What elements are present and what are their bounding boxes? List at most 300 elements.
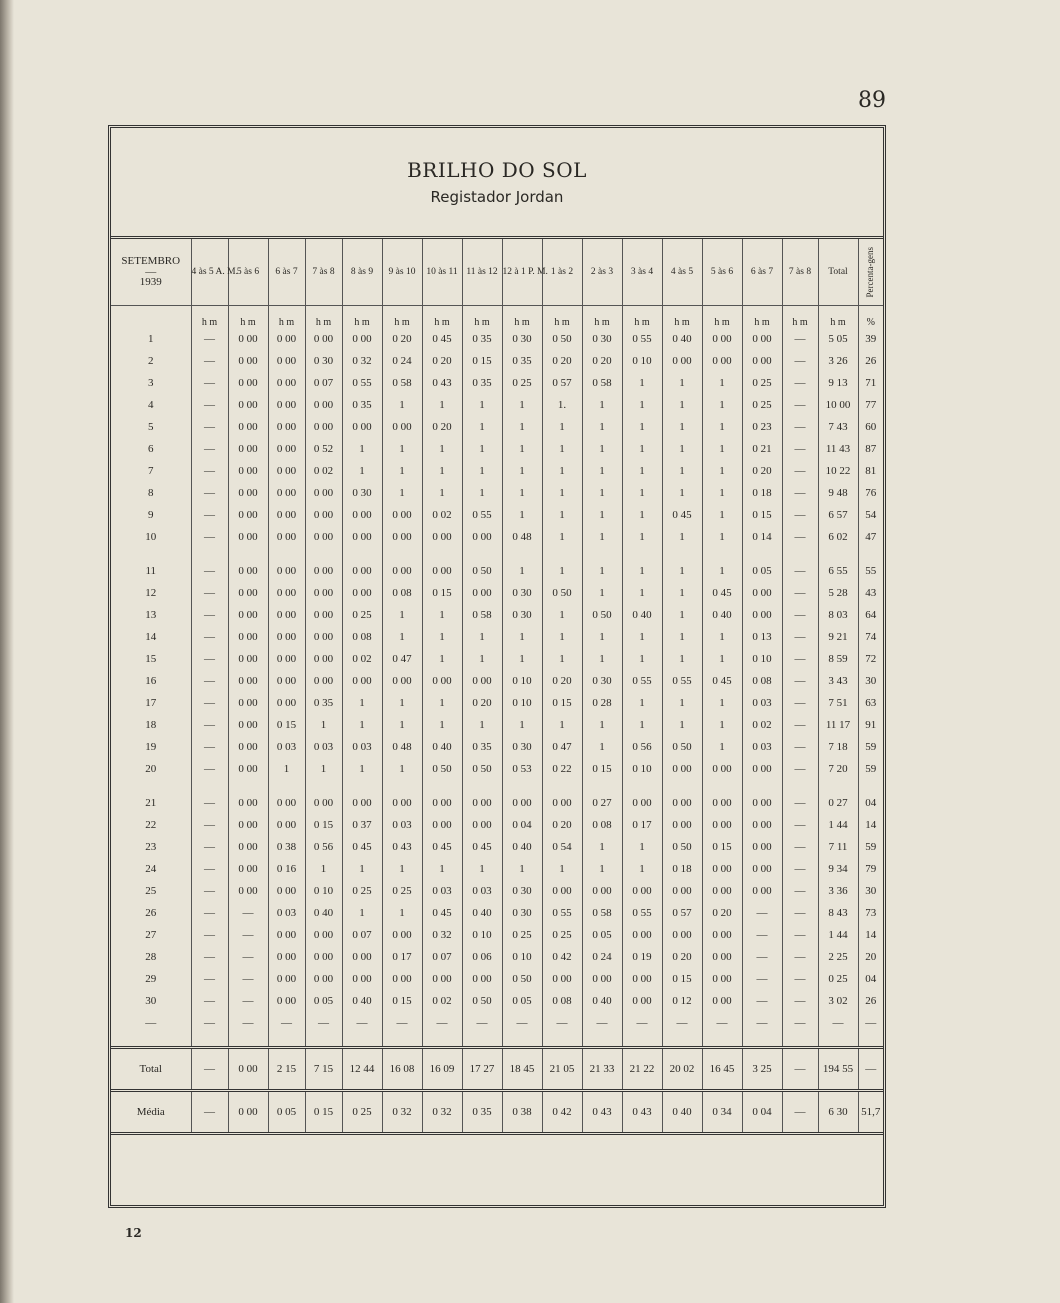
- table-cell: 0 00: [462, 526, 502, 548]
- table-cell: 1: [502, 714, 542, 736]
- table-row: [111, 758, 883, 780]
- table-cell: 0 00: [542, 880, 582, 902]
- table-cell: —: [742, 924, 782, 946]
- table-cell: 0 00: [305, 560, 342, 582]
- table-cell: 6 30: [818, 1091, 858, 1134]
- spacer-cell: [462, 548, 502, 560]
- table-cell: 0 00: [462, 814, 502, 836]
- table-cell: —: [191, 758, 228, 780]
- table-cell: 1: [462, 714, 502, 736]
- table-cell: 21 33: [582, 1048, 622, 1091]
- table-row: [111, 460, 883, 482]
- table-cell: —: [191, 1048, 228, 1091]
- table-cell: 0 00: [228, 626, 268, 648]
- table-cell: 0 00: [462, 968, 502, 990]
- table-cell: 0 00: [305, 416, 342, 438]
- table-cell: 1: [622, 626, 662, 648]
- table-cell: 0 15: [268, 714, 305, 736]
- table-cell: 0 00: [228, 416, 268, 438]
- column-header: 6 às 7: [742, 239, 782, 306]
- table-cell: 59: [858, 836, 883, 858]
- spacer-cell: [818, 1034, 858, 1048]
- table-cell: 0 43: [582, 1091, 622, 1134]
- spacer-cell: [382, 548, 422, 560]
- table-cell: —: [782, 758, 818, 780]
- table-cell: 1: [662, 460, 702, 482]
- table-cell: h m: [622, 306, 662, 329]
- table-cell: 0 00: [382, 968, 422, 990]
- table-row: [111, 394, 883, 416]
- table-cell: 0 10: [305, 880, 342, 902]
- spacer-cell: [782, 548, 818, 560]
- spacer-cell: [342, 548, 382, 560]
- spacer-cell: [191, 780, 228, 792]
- table-cell: 1: [342, 714, 382, 736]
- column-header: 10 às 11: [422, 239, 462, 306]
- table-cell: 1: [702, 692, 742, 714]
- table-cell: 0 00: [268, 328, 305, 350]
- table-cell: 0 00: [342, 328, 382, 350]
- table-cell: h m: [382, 306, 422, 329]
- table-cell: 87: [858, 438, 883, 460]
- table-cell: 0 52: [305, 438, 342, 460]
- table-cell: 0 32: [422, 1091, 462, 1134]
- table-cell: 1: [542, 438, 582, 460]
- row-label: 9: [148, 509, 154, 521]
- row-label: 2: [148, 355, 154, 367]
- table-cell: —: [228, 968, 268, 990]
- row-label: Média: [111, 1091, 191, 1134]
- table-cell: —: [502, 1012, 542, 1034]
- table-cell: 0 05: [268, 1091, 305, 1134]
- table-cell: 0 00: [268, 946, 305, 968]
- table-cell: —: [782, 736, 818, 758]
- table-cell: h m: [662, 306, 702, 329]
- table-cell: 0 08: [382, 582, 422, 604]
- table-cell: 0 00: [268, 460, 305, 482]
- book-binding-edge: [0, 0, 14, 1303]
- table-cell: 0 00: [228, 394, 268, 416]
- table-cell: 0 00: [228, 792, 268, 814]
- table-cell: 9 48: [818, 482, 858, 504]
- spacer-row: [111, 780, 883, 792]
- table-cell: 1: [622, 394, 662, 416]
- table-cell: —: [191, 946, 228, 968]
- table-cell: —: [782, 460, 818, 482]
- table-cell: 0 55: [662, 670, 702, 692]
- table-cell: 54: [858, 504, 883, 526]
- table-cell: 0 30: [582, 328, 622, 350]
- spacer-cell: [268, 548, 305, 560]
- table-cell: 1: [702, 626, 742, 648]
- table-cell: 0 40: [305, 902, 342, 924]
- table-cell: 0 45: [422, 328, 462, 350]
- table-cell: —: [228, 990, 268, 1012]
- table-cell: 0 00: [342, 946, 382, 968]
- table-cell: 0 00: [742, 814, 782, 836]
- table-cell: 1: [702, 460, 742, 482]
- table-cell: 0 03: [268, 902, 305, 924]
- table-cell: 0 00: [582, 968, 622, 990]
- table-cell: h m: [462, 306, 502, 329]
- table-cell: 0 00: [382, 670, 422, 692]
- table-cell: 0 20: [382, 328, 422, 350]
- table-cell: 1: [622, 504, 662, 526]
- table-row: [111, 526, 883, 548]
- spacer-cell: [662, 1034, 702, 1048]
- table-row: [111, 858, 883, 880]
- dash-row: [111, 1012, 883, 1034]
- table-cell: 0 25: [382, 880, 422, 902]
- column-header: 5 às 6: [228, 239, 268, 306]
- table-cell: 1: [305, 758, 342, 780]
- table-cell: 0 30: [502, 880, 542, 902]
- table-cell: 0 42: [542, 946, 582, 968]
- spacer-cell: [305, 548, 342, 560]
- row-label: 17: [145, 697, 157, 709]
- table-cell: 0 32: [422, 924, 462, 946]
- row-label: 19: [145, 741, 157, 753]
- table-cell: 0 00: [268, 504, 305, 526]
- table-cell: 0 00: [228, 714, 268, 736]
- spacer-cell: [542, 548, 582, 560]
- row-label: 29: [145, 973, 157, 985]
- table-row: [111, 648, 883, 670]
- table-cell: 0 03: [742, 692, 782, 714]
- table-cell: 1: [662, 438, 702, 460]
- column-header: 3 às 4: [622, 239, 662, 306]
- column-header: Total: [818, 239, 858, 306]
- footer-page-number: 12: [125, 1226, 142, 1240]
- table-cell: 1: [582, 482, 622, 504]
- table-cell: 0 00: [228, 604, 268, 626]
- spacer-cell: [422, 780, 462, 792]
- table-cell: 0 50: [462, 560, 502, 582]
- table-cell: 1: [582, 836, 622, 858]
- row-label: 15: [145, 653, 157, 665]
- table-cell: 0 45: [702, 670, 742, 692]
- table-cell: 0 00: [462, 582, 502, 604]
- table-cell: 0 55: [622, 902, 662, 924]
- table-cell: 63: [858, 692, 883, 714]
- table-cell: —: [782, 648, 818, 670]
- column-header: 7 às 8: [782, 239, 818, 306]
- spacer-cell: [542, 1034, 582, 1048]
- table-cell: 1: [622, 460, 662, 482]
- table-cell: —: [818, 1012, 858, 1034]
- row-label: 5: [148, 421, 154, 433]
- spacer-cell: [502, 780, 542, 792]
- spacer-cell: [858, 1034, 883, 1048]
- table-cell: 0 00: [622, 990, 662, 1012]
- table-cell: 0 20: [742, 460, 782, 482]
- spacer-cell: [622, 780, 662, 792]
- table-cell: 0 00: [268, 626, 305, 648]
- table-cell: —: [782, 526, 818, 548]
- table-cell: 0 17: [622, 814, 662, 836]
- table-cell: 0 15: [702, 836, 742, 858]
- table-row: [111, 604, 883, 626]
- table-cell: 0 50: [542, 582, 582, 604]
- table-cell: 1: [542, 526, 582, 548]
- table-cell: —: [782, 836, 818, 858]
- table-cell: 0 25: [342, 604, 382, 626]
- table-cell: —: [191, 814, 228, 836]
- table-cell: 9 34: [818, 858, 858, 880]
- table-cell: 1: [702, 648, 742, 670]
- table-cell: —: [191, 736, 228, 758]
- table-cell: —: [191, 582, 228, 604]
- table-cell: 1: [268, 758, 305, 780]
- table-cell: —: [782, 858, 818, 880]
- table-cell: 0 15: [582, 758, 622, 780]
- table-cell: 0 35: [462, 1091, 502, 1134]
- table-cell: 1: [542, 416, 582, 438]
- table-cell: —: [782, 968, 818, 990]
- table-cell: 1: [542, 482, 582, 504]
- table-cell: 1: [542, 626, 582, 648]
- table-cell: 0 45: [342, 836, 382, 858]
- page-subtitle: Registador Jordan: [430, 188, 564, 206]
- table-cell: 0 38: [502, 1091, 542, 1134]
- table-cell: 1: [422, 858, 462, 880]
- table-cell: —: [191, 460, 228, 482]
- table-cell: 1: [662, 416, 702, 438]
- column-header: Percenta-gens: [858, 239, 883, 306]
- column-header: 4 às 5: [662, 239, 702, 306]
- table-cell: 1: [662, 648, 702, 670]
- table-cell: 1: [662, 560, 702, 582]
- table-cell: —: [782, 394, 818, 416]
- table-cell: 1: [502, 648, 542, 670]
- spacer-cell: [305, 1034, 342, 1048]
- table-cell: 0 54: [542, 836, 582, 858]
- table-cell: 0 14: [742, 526, 782, 548]
- table-cell: 0 50: [662, 736, 702, 758]
- table-cell: 0 00: [268, 880, 305, 902]
- table-cell: —: [782, 416, 818, 438]
- table-cell: —: [191, 880, 228, 902]
- table-cell: 1: [702, 736, 742, 758]
- table-cell: 0 00: [268, 604, 305, 626]
- table-row: [111, 902, 883, 924]
- table-cell: 0 00: [268, 990, 305, 1012]
- table-row: [111, 482, 883, 504]
- table-cell: 74: [858, 626, 883, 648]
- table-row: [111, 736, 883, 758]
- table-cell: 1: [422, 394, 462, 416]
- table-cell: 1: [462, 648, 502, 670]
- table-cell: 0 00: [268, 968, 305, 990]
- table-cell: 0 45: [662, 504, 702, 526]
- table-row: [111, 582, 883, 604]
- table-cell: —: [342, 1012, 382, 1034]
- table-row: [111, 814, 883, 836]
- table-row: [111, 990, 883, 1012]
- table-cell: 0 20: [462, 692, 502, 714]
- spacer-cell: [502, 1034, 542, 1048]
- table-cell: 0 00: [228, 460, 268, 482]
- table-cell: 0 00: [305, 504, 342, 526]
- column-header: 2 às 3: [582, 239, 622, 306]
- table-cell: 6 55: [818, 560, 858, 582]
- table-cell: —: [782, 792, 818, 814]
- spacer-cell: [582, 780, 622, 792]
- table-cell: 0 00: [542, 792, 582, 814]
- table-cell: 0 27: [582, 792, 622, 814]
- table-cell: 39: [858, 328, 883, 350]
- table-cell: 0 50: [422, 758, 462, 780]
- table-cell: —: [782, 372, 818, 394]
- table-cell: 0 25: [742, 394, 782, 416]
- month-dash: —: [145, 265, 157, 278]
- spacer-cell: [191, 548, 228, 560]
- table-cell: —: [228, 1012, 268, 1034]
- table-cell: 0 00: [702, 758, 742, 780]
- table-cell: 1: [342, 902, 382, 924]
- table-cell: 1: [305, 858, 342, 880]
- table-cell: 0 00: [662, 758, 702, 780]
- month-header: [111, 239, 191, 306]
- table-cell: 0 00: [268, 648, 305, 670]
- table-cell: 0 27: [818, 792, 858, 814]
- table-cell: 0 58: [582, 902, 622, 924]
- table-cell: 0 00: [742, 858, 782, 880]
- table-cell: 1: [662, 482, 702, 504]
- spacer-row: [111, 548, 883, 560]
- table-cell: 1.: [542, 394, 582, 416]
- table-cell: —: [782, 604, 818, 626]
- table-cell: —: [782, 880, 818, 902]
- table-cell: 1: [542, 460, 582, 482]
- table-cell: 0 19: [622, 946, 662, 968]
- table-cell: —: [782, 990, 818, 1012]
- table-cell: 21 05: [542, 1048, 582, 1091]
- table-cell: 1: [542, 858, 582, 880]
- table-cell: 0 30: [502, 736, 542, 758]
- table-cell: 12 44: [342, 1048, 382, 1091]
- table-cell: 0 10: [502, 946, 542, 968]
- table-cell: h m: [742, 306, 782, 329]
- table-cell: 0 10: [502, 692, 542, 714]
- table-cell: 0 07: [342, 924, 382, 946]
- spacer-cell: [858, 780, 883, 792]
- table-cell: 6 57: [818, 504, 858, 526]
- table-cell: 7 11: [818, 836, 858, 858]
- table-cell: 0 00: [228, 482, 268, 504]
- table-cell: 0 00: [702, 792, 742, 814]
- table-cell: 0 03: [462, 880, 502, 902]
- table-cell: —: [305, 1012, 342, 1034]
- table-cell: 0 55: [622, 670, 662, 692]
- table-cell: 43: [858, 582, 883, 604]
- table-cell: —: [782, 438, 818, 460]
- spacer-cell: [662, 780, 702, 792]
- table-cell: 0 00: [268, 692, 305, 714]
- table-cell: —: [228, 924, 268, 946]
- table-cell: —: [191, 968, 228, 990]
- table-cell: 1: [382, 858, 422, 880]
- row-label: 23: [145, 841, 157, 853]
- table-cell: 0 08: [542, 990, 582, 1012]
- table-cell: 0 00: [305, 482, 342, 504]
- table-cell: —: [782, 1012, 818, 1034]
- table-cell: 0 05: [742, 560, 782, 582]
- table-cell: 1: [582, 560, 622, 582]
- table-row: [111, 416, 883, 438]
- table-cell: 0 34: [702, 1091, 742, 1134]
- table-cell: h m: [818, 306, 858, 329]
- row-label: 30: [145, 995, 157, 1007]
- table-cell: 0 00: [268, 582, 305, 604]
- spacer-cell: [342, 1034, 382, 1048]
- table-cell: 1: [622, 438, 662, 460]
- table-cell: 1: [702, 416, 742, 438]
- table-cell: 1: [422, 626, 462, 648]
- table-cell: 0 00: [228, 438, 268, 460]
- table-cell: 0 04: [502, 814, 542, 836]
- row-label: 6: [148, 443, 154, 455]
- spacer-cell: [111, 548, 191, 560]
- table-cell: 0 00: [228, 880, 268, 902]
- table-cell: 0 16: [268, 858, 305, 880]
- table-cell: 1: [582, 504, 622, 526]
- header-row: [111, 239, 883, 306]
- table-cell: —: [782, 924, 818, 946]
- table-cell: 0 25: [742, 372, 782, 394]
- table-cell: 0 30: [502, 902, 542, 924]
- table-cell: 0 00: [268, 350, 305, 372]
- table-row: [111, 504, 883, 526]
- table-cell: 1: [382, 394, 422, 416]
- table-cell: 0 58: [462, 604, 502, 626]
- table-cell: 1: [502, 504, 542, 526]
- table-cell: 1: [622, 372, 662, 394]
- table-cell: 16 08: [382, 1048, 422, 1091]
- table-cell: 0 00: [228, 836, 268, 858]
- table-cell: 6 02: [818, 526, 858, 548]
- row-label: 8: [148, 487, 154, 499]
- table-cell: —: [662, 1012, 702, 1034]
- table-cell: 64: [858, 604, 883, 626]
- table-cell: 1: [422, 604, 462, 626]
- table-cell: h m: [782, 306, 818, 329]
- table-cell: 1: [582, 626, 622, 648]
- table-cell: 0 12: [662, 990, 702, 1012]
- table-cell: —: [191, 670, 228, 692]
- table-cell: 1: [542, 714, 582, 736]
- spacer-cell: [268, 1034, 305, 1048]
- column-header: 5 às 6: [702, 239, 742, 306]
- row-label: 14: [145, 631, 157, 643]
- table-cell: 1: [462, 394, 502, 416]
- table-cell: 1: [702, 526, 742, 548]
- table-cell: 1: [422, 648, 462, 670]
- table-cell: 0 45: [422, 836, 462, 858]
- table-cell: h m: [422, 306, 462, 329]
- table-cell: 1: [462, 858, 502, 880]
- table-cell: 0 15: [742, 504, 782, 526]
- table-cell: 0 05: [582, 924, 622, 946]
- table-cell: 1: [542, 604, 582, 626]
- spacer-cell: [622, 1034, 662, 1048]
- table-cell: 0 03: [342, 736, 382, 758]
- table-cell: 0 25: [342, 880, 382, 902]
- spacer-cell: [702, 780, 742, 792]
- table-cell: 0 35: [462, 328, 502, 350]
- table-cell: 1: [342, 758, 382, 780]
- table-cell: 1: [702, 394, 742, 416]
